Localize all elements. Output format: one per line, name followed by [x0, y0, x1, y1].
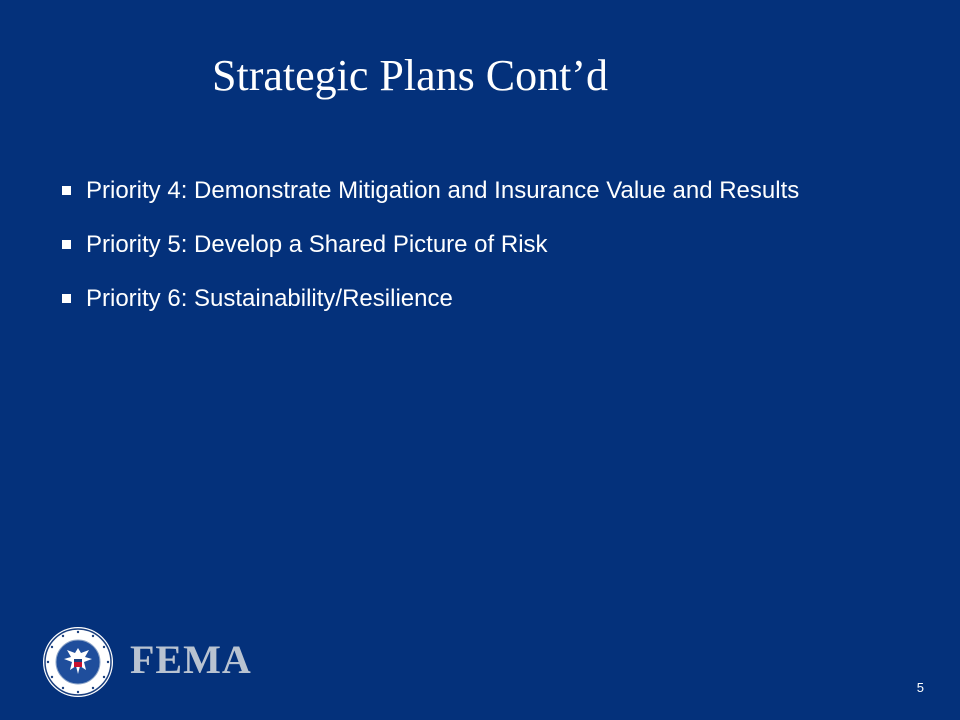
bullet-text: Priority 5: Develop a Shared Picture of Risk: [86, 231, 548, 258]
bullet-text: Priority 4: Demonstrate Mitigation and Insurance Value and Results: [86, 177, 800, 204]
bullet-list: [60, 175, 880, 337]
bullet-item: [60, 283, 880, 315]
square-bullet-icon: [62, 294, 71, 303]
square-bullet-icon: [62, 186, 71, 195]
dhs-seal-icon: [42, 626, 114, 698]
bullet-item: [60, 229, 880, 261]
square-bullet-icon: [62, 240, 71, 249]
bullet-text: Priority 6: Sustainability/Resilience: [86, 285, 453, 312]
bullet-item: [60, 175, 880, 207]
page-number: 5: [916, 680, 924, 695]
fema-logo: [42, 626, 252, 698]
fema-wordmark: FEMA: [130, 637, 252, 682]
slide-title: Strategic Plans Cont’d: [212, 51, 608, 100]
